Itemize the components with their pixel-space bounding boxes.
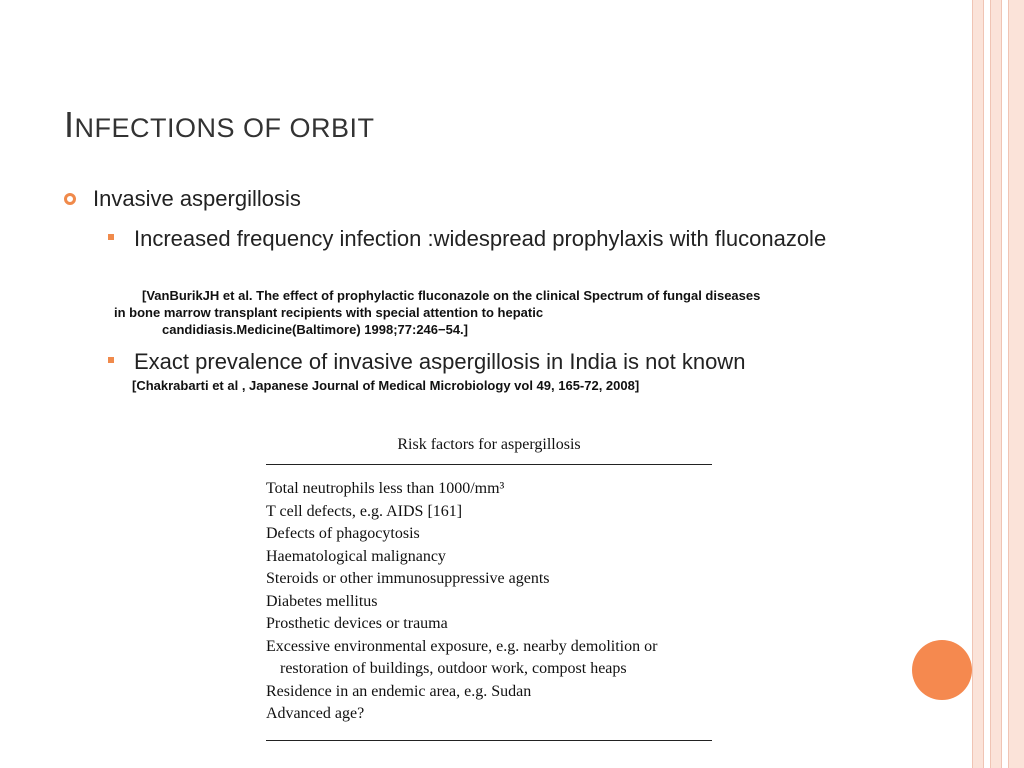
decorative-circle xyxy=(912,640,972,700)
square-bullet-icon xyxy=(108,357,114,363)
subbullet-text: Increased frequency infection :widespread prophylaxis with fluconazole xyxy=(134,226,827,251)
table-row: Steroids or other immunosuppressive agents xyxy=(266,570,550,587)
risk-factors-table xyxy=(266,436,712,741)
table-row: Advanced age? xyxy=(266,705,365,722)
table-row: Defects of phagocytosis xyxy=(266,525,420,542)
circle-bullet-icon xyxy=(64,193,76,205)
reference-chakrabarti: [Chakrabarti et al , Japanese Journal of Medical Microbiology vol 49, 165-72, 2008] xyxy=(132,378,640,393)
table-row: Haematological malignancy xyxy=(266,547,446,565)
table-row: Residence in an endemic area, e.g. Sudan xyxy=(266,682,532,700)
table-bottom-rule xyxy=(266,740,712,741)
square-bullet-icon xyxy=(108,234,114,240)
reference-line-1: [VanBurikJH et al. The effect of prophylactic fluconazole on the clinical Spectrum of fungal diseases xyxy=(142,288,761,303)
table-heading: Risk factors for aspergillosis xyxy=(266,436,712,465)
reference-line-3: candidiasis.Medicine(Baltimore) 1998;77:246−54.] xyxy=(162,322,468,337)
decorative-stripe-2 xyxy=(990,0,1002,768)
decorative-stripe-1 xyxy=(972,0,984,768)
table-row: Excessive environmental exposure, e.g. nearby demolition or xyxy=(266,637,658,655)
table-row: restoration of buildings, outdoor work, compost heaps xyxy=(280,660,627,677)
slide-title xyxy=(64,104,375,146)
decorative-stripe-3 xyxy=(1008,0,1024,768)
slide-title-initial: I xyxy=(64,104,75,145)
table-row: Total neutrophils less than 1000/mm³ xyxy=(266,480,505,497)
subbullet-text: Exact prevalence of invasive aspergillosis in India is not known xyxy=(134,349,746,374)
reference-line-2: in bone marrow transplant recipients with special attention to hepatic xyxy=(114,305,544,320)
slide-title-rest: NFECTIONS OF ORBIT xyxy=(74,113,375,143)
bullet-text: Invasive aspergillosis xyxy=(93,186,301,211)
table-row: Diabetes mellitus xyxy=(266,592,378,610)
table-row: Prosthetic devices or trauma xyxy=(266,615,448,632)
table-row: T cell defects, e.g. AIDS [161] xyxy=(266,502,463,520)
